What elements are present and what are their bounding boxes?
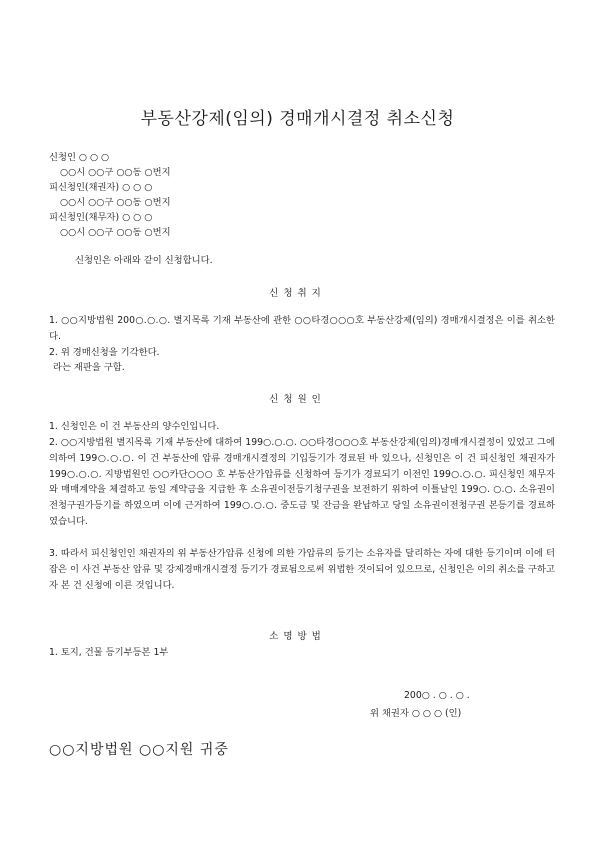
purpose-item-1: 1. ○○지방법원 200○.○.○. 별지목록 기재 부동산에 관한 ○○타경○○○호 부동산강제(임의) 경매개시결정은 이를 취소한다. xyxy=(49,315,555,342)
intro-text: 신청인은 아래와 같이 신청합니다. xyxy=(75,255,213,266)
creditor-line: 피신청인(채권자) ○ ○ ○ xyxy=(49,182,153,193)
evidence-item-1: 1. 토지, 건물 등기부등본 1부 xyxy=(49,647,169,658)
debtor-address: ○○시 ○○구 ○○동 ○번지 xyxy=(60,227,171,238)
purpose-heading: 신청취지 xyxy=(269,288,326,299)
creditor-address: ○○시 ○○구 ○○동 ○번지 xyxy=(60,197,171,208)
reasons-heading: 신청원인 xyxy=(269,394,326,405)
applicant-address: ○○시 ○○구 ○○동 ○번지 xyxy=(60,167,171,178)
signature-line: 위 채권자 ○ ○ ○ (인) xyxy=(370,708,462,719)
date-line: 200○ . ○ . ○ . xyxy=(404,690,470,701)
applicant-line: 신청인 ○ ○ ○ xyxy=(49,152,110,163)
reasons-item-2: 2. ○○지방법원 별지목록 기재 부동산에 대하여 199○.○.○. ○○타경○○○호 부동산강제(임의)경매개시결정이 있었고 그에 의하여 199○.○.○. 이 건 부동산에 압류 경매개시결정의 기입등기가 경료된 바 있으나, 신청인은 이 건 피신청인 채권자가 199○.○.○. 지방법원인 ○○카단○○○ 호 부동산가압류를 신청하여 등기가 경료되기 이전인 199○.○.○. 피신청인 채무자와 매매계약을 체결하고 동일 계약금을 지급한 후 소유권이전등기청구권을 보전하기 위하여 이틀날인 199○. ○.○. 소유권이전청구권가등기를 하였으며 이에 근거하여 199○.○.○. 중도금 및 잔금을 완납하고 당일 소유권이전청구권 본등기를 경료하였습니다. xyxy=(49,437,555,527)
reasons-item-3: 3. 따라서 피신청인인 채권자의 위 부동산가압류 신청에 의한 가압류의 등기는 소유자를 달리하는 자에 대한 등기이며 이에 터잡은 이 사건 부동산 압류 및 강제경매개시결정 등기가 경료됨으로써 위법한 것이되어 있으므로, 신청인은 이의 취소를 구하고자 본 건 신청에 이른 것입니다. xyxy=(49,548,555,591)
evidence-heading: 소명방법 xyxy=(269,631,326,642)
court-addressee: ○○지방법원 ○○지원 귀중 xyxy=(49,742,229,758)
purpose-item-2: 2. 위 경매신청을 기각한다. xyxy=(49,347,160,358)
debtor-line: 피신청인(채무자) ○ ○ ○ xyxy=(49,212,153,223)
purpose-item-3: 라는 재판을 구함. xyxy=(53,362,125,373)
reasons-item-1: 1. 신청인은 이 건 부동산의 양수인입니다. xyxy=(49,421,220,432)
document-title: 부동산강제(임의) 경매개시결정 취소신청 xyxy=(140,109,455,129)
